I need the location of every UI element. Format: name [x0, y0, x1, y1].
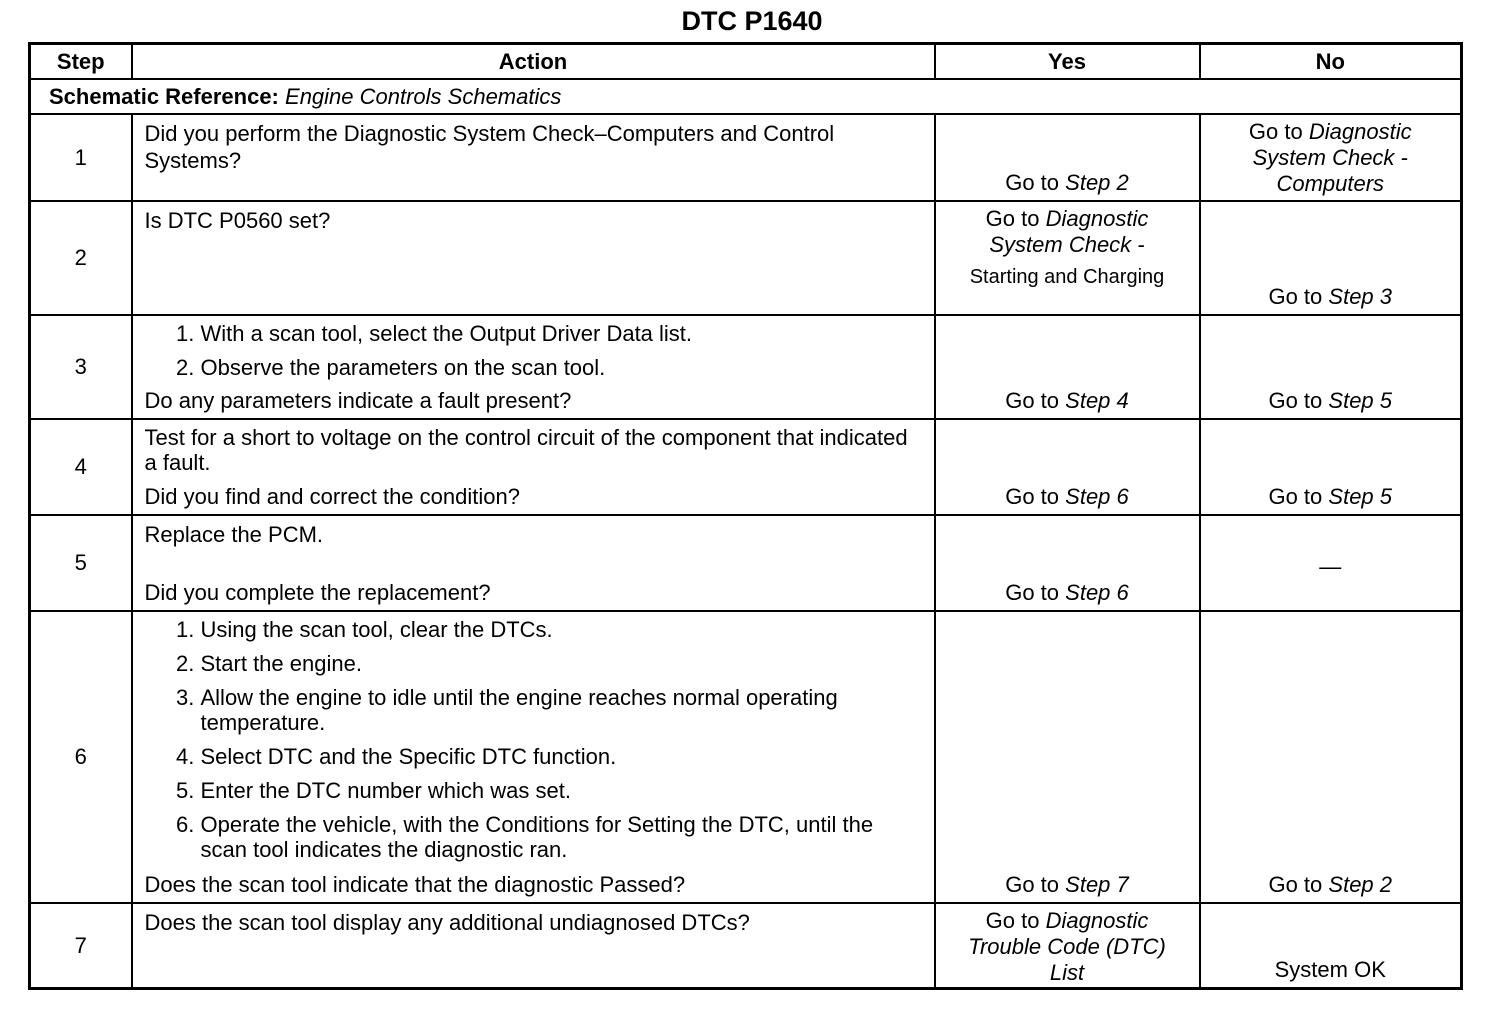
no-cell: [1200, 201, 1462, 315]
list-item: 1. With a scan tool, select the Output Driver Data list.: [201, 321, 926, 346]
list-item: 3. Allow the engine to idle until the engine reaches normal operating temperature.: [201, 685, 841, 735]
table-row: [30, 903, 1462, 989]
yes-cell: [935, 611, 1200, 903]
yes-header: Yes: [935, 44, 1200, 80]
no-header: No: [1200, 44, 1462, 80]
action-cell: [132, 114, 935, 201]
step-number: 4: [30, 419, 132, 515]
yes-cell: [935, 903, 1200, 989]
schematic-link: Engine Controls Schematics: [285, 83, 562, 109]
list-item: 2. Observe the parameters on the scan tool.: [201, 355, 926, 380]
schematic-label: Schematic Reference:: [49, 83, 279, 109]
table-row: [30, 114, 1462, 201]
goto-label: Go to: [1268, 284, 1323, 309]
yes-link: Diagnostic System Check -: [989, 206, 1149, 257]
action-text: Is DTC P0560 set?: [144, 208, 331, 233]
no-cell: [1200, 903, 1462, 989]
action-cell: [132, 201, 935, 315]
no-cell: [1200, 315, 1462, 419]
goto-label: Go to: [1005, 872, 1060, 897]
yes-link: Step 2: [1065, 170, 1129, 195]
no-link: Step 2: [1328, 872, 1393, 897]
step-number: 7: [30, 903, 132, 989]
action-question: Did you find and correct the condition?: [144, 484, 520, 509]
goto-label: Go to: [1005, 484, 1060, 509]
action-question: Do any parameters indicate a fault present?: [144, 388, 572, 413]
schematic-row: [30, 79, 1462, 114]
no-cell: [1200, 114, 1462, 201]
step-number: 2: [30, 201, 132, 315]
step-number: 5: [30, 515, 132, 611]
goto-label: Go to: [1268, 872, 1323, 897]
list-item: 1. Using the scan tool, clear the DTCs.: [201, 617, 926, 642]
table-row: [30, 315, 1462, 419]
no-text: —: [1319, 554, 1342, 579]
goto-label: Go to: [985, 908, 1040, 933]
no-link: Step 5: [1328, 388, 1393, 413]
goto-label: Go to: [1268, 484, 1323, 509]
schematic-reference: [30, 79, 1462, 114]
diagnostic-table: [28, 42, 1463, 990]
action-cell: [132, 419, 935, 515]
goto-label: Go to: [1005, 170, 1060, 195]
list-item: 4. Select DTC and the Specific DTC function.: [201, 744, 926, 769]
yes-link: Diagnostic Trouble Code (DTC) List: [968, 908, 1166, 985]
action-cell: [132, 315, 935, 419]
table-row: [30, 515, 1462, 611]
action-cell: [132, 903, 935, 989]
table-row: [30, 201, 1462, 315]
header-row: [30, 44, 1462, 80]
yes-link: Step 4: [1065, 388, 1129, 413]
action-text: Test for a short to voltage on the control circuit of the component that indicated a fault.: [144, 425, 908, 475]
goto-label: Go to: [1005, 388, 1060, 413]
action-text: Does the scan tool display any additional undiagnosed DTCs?: [144, 910, 750, 935]
yes-cell: [935, 419, 1200, 515]
action-cell: [132, 515, 935, 611]
action-cell: [132, 611, 935, 903]
goto-label: Go to: [985, 206, 1040, 231]
list-item: 6. Operate the vehicle, with the Conditions for Setting the DTC, until the scan tool indicates the diagnostic ran.: [201, 812, 901, 862]
yes-cell: [935, 515, 1200, 611]
no-link: Step 5: [1328, 484, 1393, 509]
no-cell: [1200, 611, 1462, 903]
yes-cell: [935, 201, 1200, 315]
goto-label: Go to: [1005, 580, 1060, 605]
list-item: 2. Start the engine.: [201, 651, 926, 676]
yes-cell: [935, 114, 1200, 201]
action-text: Replace the PCM.: [144, 522, 324, 547]
step-number: 3: [30, 315, 132, 419]
no-link: Step 3: [1328, 284, 1393, 309]
goto-label: Go to: [1248, 119, 1303, 144]
step-number: 1: [30, 114, 132, 201]
action-question: Did you complete the replacement?: [144, 580, 491, 605]
action-header: Action: [132, 44, 935, 80]
no-link: Diagnostic System Check - Computers: [1252, 119, 1412, 196]
step-header: Step: [30, 44, 132, 80]
action-list: [145, 617, 926, 862]
no-cell: [1200, 515, 1462, 611]
yes-cell: [935, 315, 1200, 419]
yes-link: Step 6: [1065, 580, 1129, 605]
action-list: [145, 321, 926, 380]
list-item: 5. Enter the DTC number which was set.: [201, 778, 926, 803]
document-title: DTC P1640: [681, 6, 823, 36]
step-number: 6: [30, 611, 132, 903]
action-question: Does the scan tool indicate that the diagnostic Passed?: [144, 872, 686, 897]
yes-link: Step 6: [1065, 484, 1129, 509]
goto-label: Go to: [1268, 388, 1323, 413]
yes-extra-text: Starting and Charging: [969, 266, 1165, 288]
yes-link: Step 7: [1065, 872, 1129, 897]
action-text: Did you perform the Diagnostic System Check–Computers and Control Systems?: [144, 121, 835, 173]
table-row: [30, 611, 1462, 903]
no-cell: [1200, 419, 1462, 515]
no-text: System OK: [1274, 957, 1386, 982]
table-row: [30, 419, 1462, 515]
